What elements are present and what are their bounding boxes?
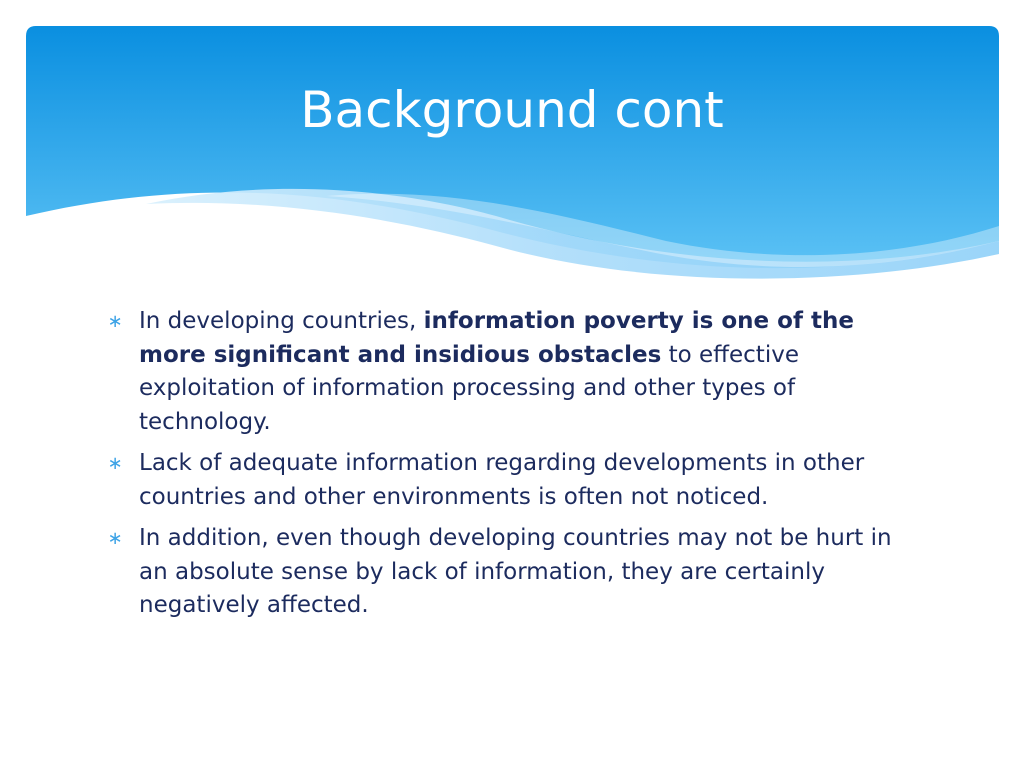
bullet-item (105, 522, 925, 623)
bullet-text: In addition, even though developing countries may not be hurt in an absolute sense by lack of information, they are certainly negatively affected. (139, 525, 892, 618)
asterisk-bullet-icon: ∗ (107, 453, 123, 474)
header-banner (26, 26, 999, 286)
bullet-list (105, 305, 925, 631)
slide-title: Background cont (300, 81, 724, 139)
bullet-text-start: In developing countries, (139, 308, 424, 334)
bullet-item (105, 305, 925, 439)
header-wave-graphic (26, 26, 999, 286)
asterisk-bullet-icon: ∗ (107, 311, 123, 332)
bullet-item (105, 447, 925, 514)
asterisk-bullet-icon: ∗ (107, 528, 123, 549)
bullet-text-bold: information poverty is one of the more significant and insidious obstacles (139, 308, 854, 368)
bullet-text: Lack of adequate information regarding developments in other countries and other environments is often not noticed. (139, 450, 865, 510)
bullet-text-end: to effective exploitation of information processing and other types of technology. (139, 341, 799, 435)
